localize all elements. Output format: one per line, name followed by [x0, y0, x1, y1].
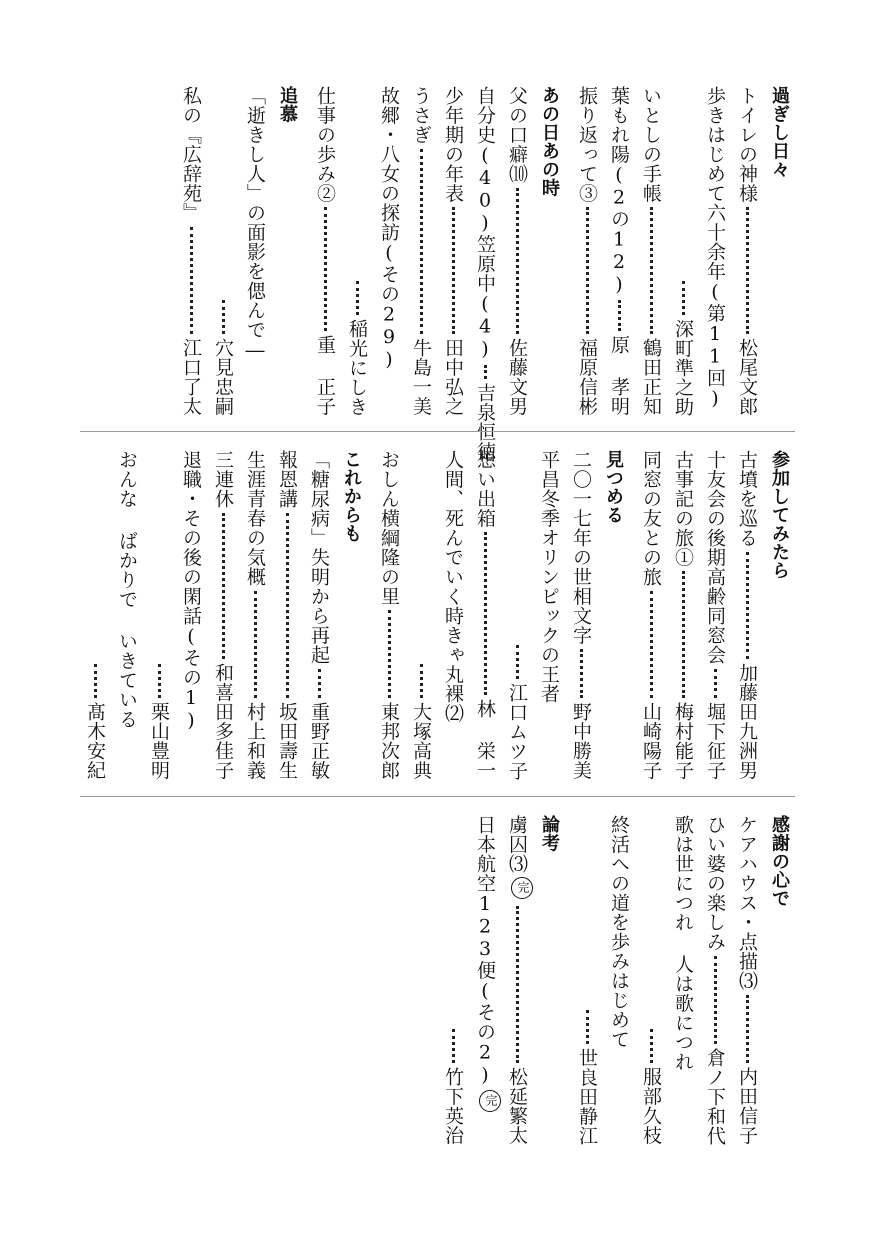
toc-entry [571, 815, 603, 1145]
toc-entry [501, 450, 533, 780]
entry-author: 穴見忠嗣 [212, 338, 234, 416]
toc-group [571, 815, 795, 1145]
entry-title: 想い出箱 [474, 450, 496, 528]
entry-author: 林 栄一 [474, 699, 496, 780]
toc-entry [699, 815, 731, 1145]
leader-dots [650, 591, 653, 699]
leader-dots [682, 571, 685, 698]
entry-title: ひい婆の楽しみ [704, 815, 726, 952]
toc-entry [565, 450, 597, 780]
leader-dots [650, 207, 653, 334]
section-heading: これからも [341, 450, 362, 543]
section-divider [80, 796, 795, 797]
leader-dots [746, 552, 749, 660]
entry-author: 和喜田多佳子 [212, 663, 234, 780]
entry-author: 松尾文郎 [736, 338, 758, 416]
toc-entry [533, 450, 565, 780]
entry-title: 「糖尿病」失明から再起 [308, 450, 330, 665]
entry-author: 江口ムツ子 [506, 682, 528, 780]
leader-dots [388, 610, 391, 698]
entry-author: 重野正敏 [308, 702, 330, 780]
toc-entry [667, 86, 699, 416]
toc-entry [501, 815, 533, 1145]
entry-title: 終活への道を歩みはじめて [608, 815, 630, 1049]
entry-author: 福原信彬 [576, 338, 598, 416]
section-divider [80, 431, 795, 432]
toc-entry [635, 815, 667, 1145]
leader-dots [452, 207, 455, 334]
leader-dots [714, 669, 717, 699]
entry-title: 歩きはじめて六十余年(第11回) [704, 86, 726, 410]
toc-entry [667, 450, 699, 780]
entry-author: 髙木安紀 [84, 702, 106, 780]
entry-author: 竹下英治 [442, 1067, 464, 1145]
entry-author: 原 孝明 [608, 335, 630, 416]
toc-group [373, 450, 629, 780]
entry-title: うさぎ [410, 86, 432, 145]
toc-group [437, 815, 565, 1145]
toc-group [175, 86, 303, 416]
entry-author: 深町準之助 [672, 318, 694, 416]
leader-dots [484, 365, 487, 379]
toc-entry [699, 86, 731, 416]
entry-title: トイレの神様 [736, 86, 758, 203]
toc-entry [731, 815, 763, 1145]
toc-entry [271, 450, 303, 780]
toc-entry [341, 86, 373, 416]
section-heading: 見つめる [603, 450, 624, 524]
entry-author: 江口了太 [180, 338, 202, 416]
leader-dots [94, 664, 97, 698]
leader-dots [650, 1029, 653, 1063]
toc-entry [667, 815, 699, 1145]
entry-title: 人間、死んでいく時きゃ丸裸⑵ [442, 450, 464, 723]
section-heading: 追慕 [277, 86, 298, 123]
entry-title: 父の口癖⑽ [506, 86, 528, 184]
leader-dots [324, 207, 327, 331]
toc-section-1 [80, 86, 795, 461]
leader-dots [254, 591, 257, 699]
section-heading: 過ぎし日々 [769, 86, 790, 179]
leader-dots [222, 513, 225, 660]
entry-author: 山崎陽子 [640, 702, 662, 780]
leader-dots [452, 1029, 455, 1063]
leader-dots [586, 1010, 589, 1044]
toc-entry [731, 86, 763, 416]
entry-title: 「逝きし人」の面影を偲んで― [244, 86, 266, 362]
leader-dots [420, 149, 423, 335]
entry-title: 退職・その後の閑話(その1) [180, 450, 202, 732]
toc-entry [731, 450, 763, 780]
leader-dots [484, 532, 487, 695]
entry-title: 報恩講 [276, 450, 298, 509]
toc-entry [175, 86, 207, 416]
toc-entry [405, 450, 437, 780]
toc-group [571, 86, 795, 416]
toc-group [635, 450, 795, 780]
toc-section-2 [80, 450, 795, 780]
entry-title: 自分史(40)笠原中(4) [474, 86, 496, 361]
toc-entry [143, 450, 175, 780]
entry-title: 虜囚⑶ [506, 815, 528, 874]
completed-mark: 完 [511, 877, 533, 899]
entry-title: 歌は世につれ 人は歌につれ [672, 815, 694, 1072]
entry-title: おしん横綱隆の里 [378, 450, 400, 606]
entry-title: いとしの手帳 [640, 86, 662, 203]
leader-dots [222, 300, 225, 334]
leader-dots [318, 669, 321, 699]
entry-title: 故郷・八女の探訪(その29) [378, 86, 400, 371]
entry-author: 大塚高典 [410, 702, 432, 780]
entry-title: 私の『広辞苑』 [180, 86, 202, 223]
toc-entry [207, 86, 239, 416]
leader-dots [682, 281, 685, 315]
leader-dots [420, 664, 423, 698]
toc-entry [469, 86, 501, 461]
entry-title: 日本航空123便(その2) [474, 815, 496, 1087]
entry-author: 加藤田九洲男 [736, 663, 758, 780]
entry-author: 服部久枝 [640, 1067, 662, 1145]
entry-author: 佐藤文男 [506, 338, 528, 416]
toc-entry [207, 450, 239, 780]
entry-author: 東邦次郎 [378, 702, 400, 780]
leader-dots [580, 649, 583, 698]
leader-dots [618, 300, 621, 331]
toc-entry [239, 450, 271, 780]
entry-author: 松延繁太 [506, 1067, 528, 1145]
toc-entry [603, 815, 635, 1145]
completed-mark: 完 [479, 1090, 501, 1112]
toc-group [309, 86, 565, 461]
toc-entry [437, 450, 469, 780]
leader-dots [190, 227, 193, 335]
entry-title: 仕事の歩み② [314, 86, 336, 203]
entry-title: 十友会の後期高齢同窓会 [704, 450, 726, 665]
entry-author: 重 正子 [314, 335, 336, 416]
leader-dots [516, 188, 519, 335]
entry-author: 野中勝美 [570, 702, 592, 780]
toc-entry [469, 450, 501, 780]
toc-entry [373, 86, 405, 416]
toc-entry [405, 86, 437, 416]
entry-author: 田中弘之 [442, 338, 464, 416]
entry-author: 倉ノ下和代 [704, 1047, 726, 1145]
toc-entry [501, 86, 533, 416]
toc-entry [373, 450, 405, 780]
entry-author: 梅村能子 [672, 702, 694, 780]
toc-entry [635, 86, 667, 416]
entry-author: 内田信子 [736, 1067, 758, 1145]
toc-entry [175, 450, 207, 780]
entry-title: 葉もれ陽(2の12) [608, 86, 630, 296]
leader-dots [158, 664, 161, 698]
leader-dots [516, 645, 519, 679]
entry-title: 同窓の友との旅 [640, 450, 662, 587]
toc-section-3 [80, 815, 795, 1145]
toc-entry [79, 450, 111, 780]
entry-author: 稲光にしき [346, 318, 368, 416]
leader-dots [516, 906, 519, 1064]
section-heading: 感謝の心で [769, 815, 790, 908]
leader-dots [746, 995, 749, 1064]
section-heading: あの日あの時 [539, 86, 560, 197]
entry-title: 振り返って③ [576, 86, 598, 203]
entry-author: 堀下征子 [704, 702, 726, 780]
toc-entry [571, 86, 603, 416]
section-heading: 参加してみたら [769, 450, 790, 580]
entry-title: 平昌冬季オリンピックの王者 [538, 450, 560, 704]
toc-entry [303, 450, 335, 780]
toc-entry [309, 86, 341, 416]
toc-entry [111, 450, 143, 780]
leader-dots [356, 281, 359, 315]
leader-dots [586, 207, 589, 334]
entry-author: 牛島一美 [410, 338, 432, 416]
toc-entry [635, 450, 667, 780]
section-heading: 論考 [539, 815, 560, 852]
entry-title: 三連休 [212, 450, 234, 509]
leader-dots [286, 513, 289, 699]
toc-entry [437, 815, 469, 1145]
entry-author: 栗山豊明 [148, 702, 170, 780]
entry-title: ケアハウス・点描⑶ [736, 815, 758, 991]
toc-entry [239, 86, 271, 416]
leader-dots [746, 207, 749, 334]
entry-title: 二〇一七年の世相文字 [570, 450, 592, 645]
entry-title: 生涯青春の気概 [244, 450, 266, 587]
entry-author: 世良田静江 [576, 1047, 598, 1145]
entry-title: 少年期の年表 [442, 86, 464, 203]
entry-author: 吉泉恒徳 [474, 382, 496, 461]
toc-entry [603, 86, 635, 416]
toc-entry [699, 450, 731, 780]
entry-author: 村上和義 [244, 702, 266, 780]
toc-entry [437, 86, 469, 416]
entry-author: 坂田壽生 [276, 702, 298, 780]
entry-title: 古事記の旅① [672, 450, 694, 567]
entry-author: 鶴田正知 [640, 338, 662, 416]
entry-title: おんな ばかりで いきている [116, 450, 138, 729]
entry-title: 古墳を巡る [736, 450, 758, 548]
toc-entry [469, 815, 501, 1145]
leader-dots [714, 956, 717, 1044]
toc-group [79, 450, 367, 780]
